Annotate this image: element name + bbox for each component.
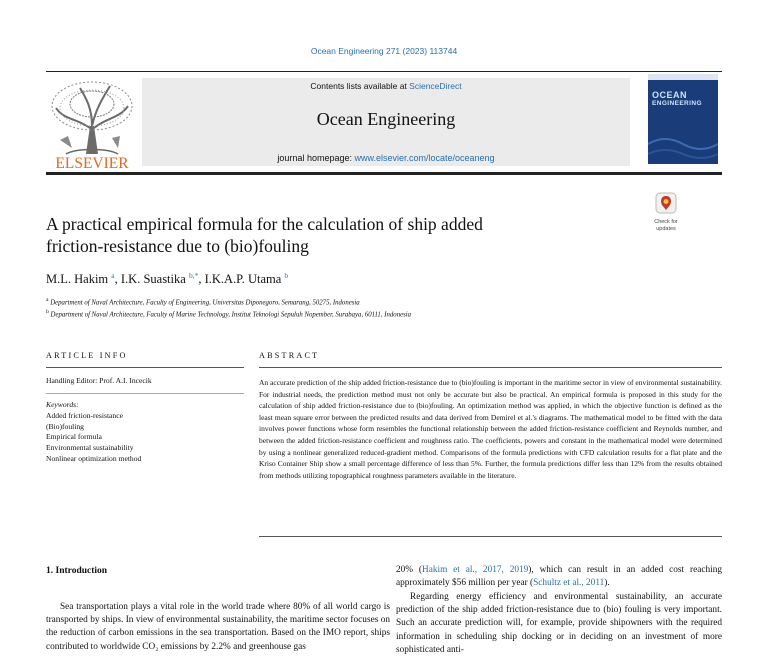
citation-link[interactable]: Hakim et al., 2017, 2019	[422, 565, 529, 575]
homepage-prefix: journal homepage:	[277, 153, 355, 163]
elsevier-tree-icon	[46, 78, 138, 170]
affiliation-sup: b	[46, 309, 49, 315]
sciencedirect-link[interactable]: ScienceDirect	[409, 81, 462, 91]
info-rule	[46, 367, 244, 368]
cover-waves-icon	[648, 124, 718, 164]
cover-title-2: ENGINEERING	[652, 100, 702, 107]
header-bottom-rule	[46, 172, 722, 175]
author[interactable]: I.K. Suastika	[120, 272, 186, 287]
abstract-text: An accurate prediction of the ship added friction-resistance due to (bio)fouling is important in the maritime sector in view of environmental sustainability. For industrial needs, the prediction method must not only be accurate but also be practical. An empirical formula is proposed in this study for the calculation of ship added friction-resistance due to (bio)fouling. An optimization method was applied, in which the objective function is defined as the least mean square error between the predicted results and data derived from Demirel et al.'s diagrams. The mathematical model to be fitted with the data involves power functions whose form resembles the functional relationship between the added friction-resistance coefficient and Reynolds number, and between the added friction-resistance coefficient and roughness ratio. The coefficients, powers and constant in the mathematical model were determined by using a nonlinear generalized reduced-gradient method. Comparisons of the formula predictions with CFD calculation results for a flat plate and the Kriso Container Ship show a small percentage difference of less than 5%. Further, the formula predictions differ less than 12% from the results obtained from methods utilizing topographical roughness parameters available in the literature.	[259, 378, 722, 480]
author-sup[interactable]: b	[284, 271, 289, 280]
contents-prefix: Contents lists available at	[310, 81, 410, 91]
affiliation-sup: a	[46, 297, 49, 303]
author[interactable]: I.K.A.P. Utama	[204, 272, 282, 287]
journal-title: Ocean Engineering	[316, 109, 456, 129]
contents-line	[142, 81, 630, 91]
badge-text	[648, 219, 684, 232]
article-info-heading: ARTICLE INFO	[46, 351, 128, 360]
journal-citation: Ocean Engineering 271 (2023) 113744	[310, 46, 458, 56]
citation-link[interactable]: Schultz et al., 2011	[533, 578, 605, 589]
text-run: 20% (	[396, 565, 422, 575]
elsevier-wordmark: ELSEVIER	[55, 155, 129, 170]
badge-line-1: Check for	[654, 219, 678, 225]
header-top-rule	[46, 71, 722, 72]
author-sup[interactable]: b,*	[188, 271, 199, 280]
text-run: ).	[604, 578, 610, 589]
author-list: M.L. Hakim $^a$, I.K. Suastika $^{b,*}$, I.K.A.P. Utama $^b$	[46, 271, 289, 287]
article-title	[46, 213, 606, 257]
abstract-rule	[259, 367, 722, 368]
homepage-line	[142, 153, 630, 163]
keyword: Nonlinear optimization method	[46, 453, 142, 463]
keyword: Added friction-resistance	[46, 410, 123, 420]
abstract-heading: ABSTRACT	[259, 351, 320, 360]
text-run: ), which can result in an added cost reaching approximately $56 million per year (	[396, 565, 722, 589]
keyword: Empirical formula	[46, 432, 102, 442]
check-updates-icon	[655, 192, 677, 214]
title-line-1: A practical empirical formula for the calculation of ship added	[46, 214, 483, 234]
keyword: Environmental sustainability	[46, 443, 134, 453]
keyword: (Bio)fouling	[46, 421, 84, 431]
check-for-updates-badge[interactable]	[648, 192, 684, 232]
intro-paragraph-right-1	[396, 564, 722, 590]
affiliation-text: Department of Naval Architecture, Faculty of Engineering, Universitas Diponegoro, Semarang, 50275, Indonesia	[50, 299, 360, 307]
abstract-bottom-rule	[259, 536, 722, 537]
author-sup[interactable]: a	[111, 271, 115, 280]
info-divider	[46, 393, 244, 394]
affiliation-text: Department of Naval Architecture, Faculty of Marine Technology, Institut Teknologi Sepuluh Nopember, Surabaya, 60111, Indonesia	[50, 311, 412, 319]
cover-title-1: OCEAN	[652, 90, 688, 100]
elsevier-logo	[46, 78, 138, 170]
affiliation	[46, 297, 360, 306]
intro-paragraph-left: Sea transportation plays a vital role in the world trade where 80% of all world cargo is transported by ships. In view of environmental sustainability, the maritime sector focuses on the reduction of carbon emissions in the sea transportation. Based on the IMO report, ships contributed to worldwide CO₂ emissions by 2.2% and greenhouse gas	[46, 602, 390, 652]
badge-line-2: updates	[656, 225, 676, 232]
handling-editor: Handling Editor: Prof. A.I. Incecik	[46, 376, 152, 385]
section-heading-introduction: 1. Introduction	[46, 566, 108, 576]
keywords-label: Keywords:	[46, 400, 79, 409]
affiliation	[46, 309, 411, 318]
author[interactable]: M.L. Hakim	[46, 272, 109, 287]
homepage-link[interactable]: www.elsevier.com/locate/oceaneng	[354, 153, 495, 163]
journal-cover[interactable]	[648, 74, 718, 164]
title-line-2: friction-resistance due to (bio)fouling	[46, 236, 309, 256]
intro-paragraph-right-2: Regarding energy efficiency and environmental sustainability, an accurate prediction of the ship added friction-resistance due to (bio) fouling is very important. Such an accurate prediction will, for example, provide shipowners with the required information in scheduling ship docking or in deciding on an investment of more sophisticated anti-	[396, 592, 722, 655]
keywords-block	[46, 400, 141, 465]
